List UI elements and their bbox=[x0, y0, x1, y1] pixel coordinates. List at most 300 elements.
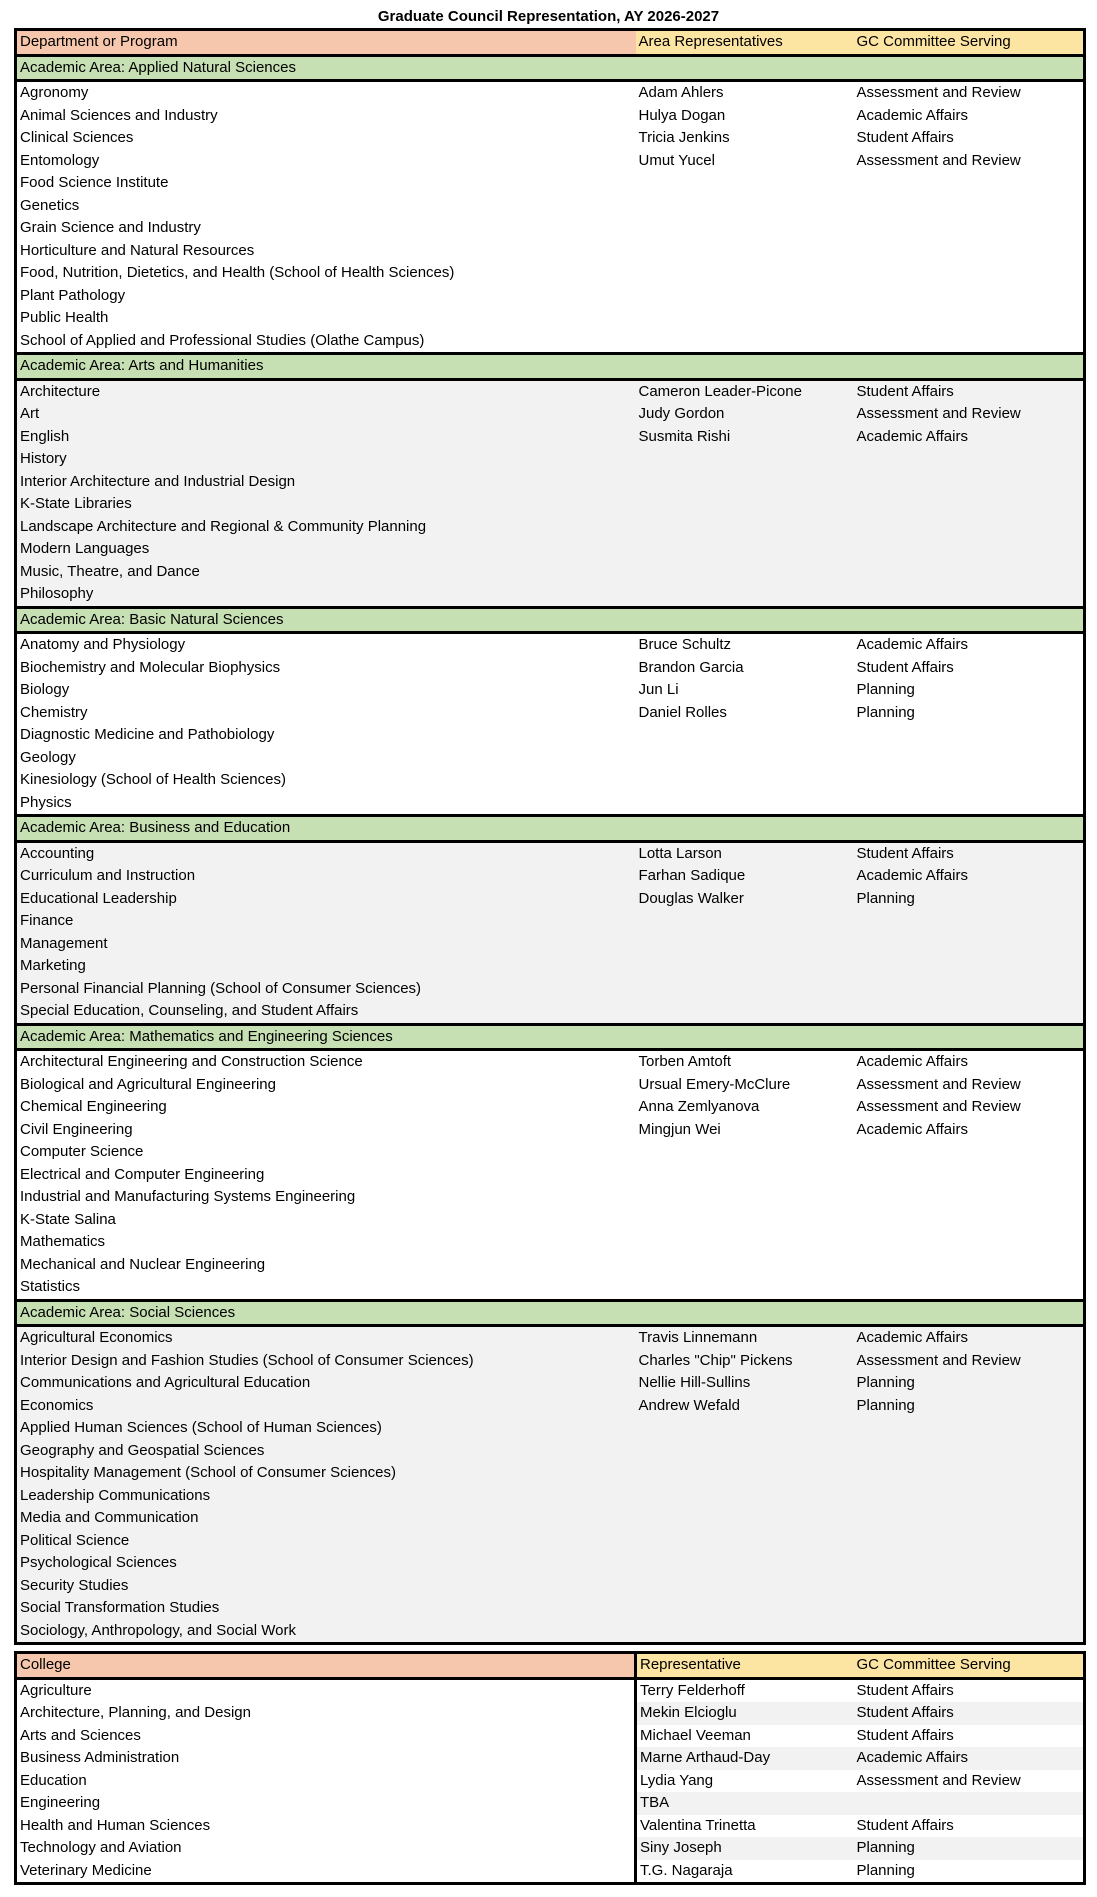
college-cell: Arts and Sciences bbox=[16, 1725, 636, 1748]
committee-cell: Assessment and Review bbox=[854, 81, 1085, 105]
representative-cell: Nellie Hill-Sullins bbox=[636, 1372, 854, 1395]
table-row bbox=[16, 1050, 1085, 1074]
committee-cell bbox=[854, 330, 1085, 354]
committee-cell: Academic Affairs bbox=[854, 1050, 1085, 1074]
representative-cell bbox=[636, 1254, 854, 1277]
representative-cell bbox=[636, 1276, 854, 1300]
committee-cell bbox=[854, 1575, 1085, 1598]
committee-cell: Student Affairs bbox=[854, 379, 1085, 403]
department-cell: Accounting bbox=[16, 841, 636, 865]
department-cell: Computer Science bbox=[16, 1141, 636, 1164]
department-cell: Electrical and Computer Engineering bbox=[16, 1164, 636, 1187]
department-cell: Marketing bbox=[16, 955, 636, 978]
department-cell: Art bbox=[16, 403, 636, 426]
committee-cell bbox=[854, 583, 1085, 607]
representative-cell bbox=[636, 955, 854, 978]
area-heading: Academic Area: Mathematics and Engineering Sciences bbox=[16, 1024, 1085, 1050]
table-row bbox=[16, 1119, 1085, 1142]
table-row bbox=[16, 1552, 1085, 1575]
representative-cell: Hulya Dogan bbox=[636, 105, 854, 128]
department-cell: Social Transformation Studies bbox=[16, 1597, 636, 1620]
table-row bbox=[16, 1678, 1085, 1702]
area-heading: Academic Area: Arts and Humanities bbox=[16, 354, 1085, 380]
department-cell: Agronomy bbox=[16, 81, 636, 105]
department-cell: Geology bbox=[16, 747, 636, 770]
representative-cell bbox=[636, 769, 854, 792]
committee-cell: Assessment and Review bbox=[854, 1074, 1085, 1097]
representative-cell bbox=[636, 1141, 854, 1164]
table-row bbox=[16, 841, 1085, 865]
committee-cell bbox=[854, 769, 1085, 792]
department-cell: Food, Nutrition, Dietetics, and Health (School of Health Sciences) bbox=[16, 262, 636, 285]
committee-cell: Student Affairs bbox=[854, 1725, 1085, 1748]
table-row bbox=[16, 933, 1085, 956]
committee-cell: Assessment and Review bbox=[854, 403, 1085, 426]
representative-cell bbox=[636, 172, 854, 195]
table-row bbox=[16, 1575, 1085, 1598]
department-cell: Biological and Agricultural Engineering bbox=[16, 1074, 636, 1097]
committee-cell bbox=[854, 1597, 1085, 1620]
table-row bbox=[16, 1702, 1085, 1725]
committee-cell bbox=[854, 1620, 1085, 1644]
representative-cell bbox=[636, 583, 854, 607]
area-heading: Academic Area: Business and Education bbox=[16, 816, 1085, 842]
department-cell: Agricultural Economics bbox=[16, 1326, 636, 1350]
table-row bbox=[16, 583, 1085, 607]
department-cell: Chemical Engineering bbox=[16, 1096, 636, 1119]
department-cell: Communications and Agricultural Education bbox=[16, 1372, 636, 1395]
area-heading-row bbox=[16, 1300, 1085, 1326]
table-row bbox=[16, 1395, 1085, 1418]
department-cell: Anatomy and Physiology bbox=[16, 633, 636, 657]
representative-cell bbox=[636, 471, 854, 494]
table-row bbox=[16, 1096, 1085, 1119]
table-row bbox=[16, 561, 1085, 584]
representative-cell: Terry Felderhoff bbox=[636, 1678, 854, 1702]
department-cell: Kinesiology (School of Health Sciences) bbox=[16, 769, 636, 792]
committee-cell: Planning bbox=[854, 679, 1085, 702]
committee-cell bbox=[854, 538, 1085, 561]
table-row bbox=[16, 747, 1085, 770]
table-row bbox=[16, 1209, 1085, 1232]
committee-cell bbox=[854, 792, 1085, 816]
department-cell: Entomology bbox=[16, 150, 636, 173]
committee-cell bbox=[854, 285, 1085, 308]
representative-cell: T.G. Nagaraja bbox=[636, 1860, 854, 1884]
table-row bbox=[16, 1074, 1085, 1097]
table-row bbox=[16, 330, 1085, 354]
representative-cell bbox=[636, 561, 854, 584]
table-row bbox=[16, 978, 1085, 1001]
representative-cell: Daniel Rolles bbox=[636, 702, 854, 725]
committee-cell: Planning bbox=[854, 1837, 1085, 1860]
representative-cell: Cameron Leader-Picone bbox=[636, 379, 854, 403]
committee-cell: Academic Affairs bbox=[854, 1747, 1085, 1770]
representative-cell: Brandon Garcia bbox=[636, 657, 854, 680]
table-row bbox=[16, 1747, 1085, 1770]
committee-cell bbox=[854, 240, 1085, 263]
representative-cell: Michael Veeman bbox=[636, 1725, 854, 1748]
committee-cell: Planning bbox=[854, 1860, 1085, 1884]
area-heading: Academic Area: Social Sciences bbox=[16, 1300, 1085, 1326]
representative-cell: Charles "Chip" Pickens bbox=[636, 1350, 854, 1373]
header-committee: GC Committee Serving bbox=[854, 30, 1085, 56]
department-cell: Philosophy bbox=[16, 583, 636, 607]
header-college: College bbox=[16, 1653, 636, 1679]
table-row bbox=[16, 679, 1085, 702]
representative-cell bbox=[636, 792, 854, 816]
table-row bbox=[16, 792, 1085, 816]
representative-cell bbox=[636, 1462, 854, 1485]
college-cell: Health and Human Sciences bbox=[16, 1815, 636, 1838]
representative-cell: Torben Amtoft bbox=[636, 1050, 854, 1074]
table-row bbox=[16, 769, 1085, 792]
representative-cell: Bruce Schultz bbox=[636, 633, 854, 657]
representative-cell bbox=[636, 1485, 854, 1508]
committee-cell: Academic Affairs bbox=[854, 865, 1085, 888]
table-row bbox=[16, 1440, 1085, 1463]
committee-cell: Student Affairs bbox=[854, 1678, 1085, 1702]
committee-cell bbox=[854, 910, 1085, 933]
committee-cell: Assessment and Review bbox=[854, 1096, 1085, 1119]
college-cell: Technology and Aviation bbox=[16, 1837, 636, 1860]
table-row bbox=[16, 1815, 1085, 1838]
representative-cell: Susmita Rishi bbox=[636, 426, 854, 449]
header-row bbox=[16, 30, 1085, 56]
representative-cell: Valentina Trinetta bbox=[636, 1815, 854, 1838]
department-cell: Finance bbox=[16, 910, 636, 933]
table-row bbox=[16, 1417, 1085, 1440]
table-row bbox=[16, 1350, 1085, 1373]
table-row bbox=[16, 307, 1085, 330]
department-cell: Plant Pathology bbox=[16, 285, 636, 308]
area-heading-row bbox=[16, 55, 1085, 81]
committee-cell bbox=[854, 724, 1085, 747]
representative-cell bbox=[636, 910, 854, 933]
table-row bbox=[16, 81, 1085, 105]
committee-cell: Student Affairs bbox=[854, 127, 1085, 150]
table-row bbox=[16, 172, 1085, 195]
academic-area-section bbox=[16, 55, 1085, 354]
table-row bbox=[16, 538, 1085, 561]
department-cell: English bbox=[16, 426, 636, 449]
college-cell: Education bbox=[16, 1770, 636, 1793]
table-row bbox=[16, 426, 1085, 449]
committee-cell bbox=[854, 493, 1085, 516]
representative-cell: Farhan Sadique bbox=[636, 865, 854, 888]
committee-cell bbox=[854, 1141, 1085, 1164]
table-row bbox=[16, 240, 1085, 263]
table-row bbox=[16, 127, 1085, 150]
academic-area-section bbox=[16, 607, 1085, 816]
college-representation-table bbox=[14, 1651, 1086, 1885]
department-cell: Special Education, Counseling, and Student Affairs bbox=[16, 1000, 636, 1024]
representative-cell: Tricia Jenkins bbox=[636, 127, 854, 150]
representative-cell: Siny Joseph bbox=[636, 1837, 854, 1860]
committee-cell bbox=[854, 1552, 1085, 1575]
department-cell: Industrial and Manufacturing Systems Engineering bbox=[16, 1186, 636, 1209]
area-heading: Academic Area: Basic Natural Sciences bbox=[16, 607, 1085, 633]
representative-cell: Mekin Elcioglu bbox=[636, 1702, 854, 1725]
department-cell: Management bbox=[16, 933, 636, 956]
committee-cell bbox=[854, 516, 1085, 539]
committee-cell bbox=[854, 1231, 1085, 1254]
college-cell: Architecture, Planning, and Design bbox=[16, 1702, 636, 1725]
college-header-row bbox=[16, 1653, 1085, 1679]
table-row bbox=[16, 262, 1085, 285]
department-cell: Public Health bbox=[16, 307, 636, 330]
department-cell: Applied Human Sciences (School of Human Sciences) bbox=[16, 1417, 636, 1440]
table-row bbox=[16, 724, 1085, 747]
department-cell: Statistics bbox=[16, 1276, 636, 1300]
area-heading-row bbox=[16, 816, 1085, 842]
department-cell: Food Science Institute bbox=[16, 172, 636, 195]
representative-cell bbox=[636, 1552, 854, 1575]
table-row bbox=[16, 1326, 1085, 1350]
table-row bbox=[16, 1530, 1085, 1553]
committee-cell: Student Affairs bbox=[854, 657, 1085, 680]
table-row bbox=[16, 1462, 1085, 1485]
table-row bbox=[16, 1837, 1085, 1860]
table-row bbox=[16, 865, 1085, 888]
representative-cell bbox=[636, 240, 854, 263]
committee-cell: Academic Affairs bbox=[854, 105, 1085, 128]
committee-cell bbox=[854, 1507, 1085, 1530]
department-cell: Animal Sciences and Industry bbox=[16, 105, 636, 128]
representative-cell: Lotta Larson bbox=[636, 841, 854, 865]
representative-cell: TBA bbox=[636, 1792, 854, 1815]
table-row bbox=[16, 379, 1085, 403]
college-rows bbox=[16, 1678, 1085, 1884]
department-cell: Architecture bbox=[16, 379, 636, 403]
committee-cell: Academic Affairs bbox=[854, 426, 1085, 449]
table-row bbox=[16, 1485, 1085, 1508]
representative-cell bbox=[636, 1597, 854, 1620]
committee-cell bbox=[854, 561, 1085, 584]
college-cell: Veterinary Medicine bbox=[16, 1860, 636, 1884]
committee-cell bbox=[854, 1440, 1085, 1463]
representative-cell: Adam Ahlers bbox=[636, 81, 854, 105]
area-heading-row bbox=[16, 354, 1085, 380]
department-cell: Geography and Geospatial Sciences bbox=[16, 1440, 636, 1463]
academic-area-section bbox=[16, 1300, 1085, 1644]
department-cell: Personal Financial Planning (School of Consumer Sciences) bbox=[16, 978, 636, 1001]
department-cell: Interior Design and Fashion Studies (School of Consumer Sciences) bbox=[16, 1350, 636, 1373]
committee-cell bbox=[854, 448, 1085, 471]
department-cell: Political Science bbox=[16, 1530, 636, 1553]
department-cell: Diagnostic Medicine and Pathobiology bbox=[16, 724, 636, 747]
representative-cell bbox=[636, 538, 854, 561]
document-title: Graduate Council Representation, AY 2026-2027 bbox=[377, 8, 720, 25]
committee-cell bbox=[854, 955, 1085, 978]
header-college-committee: GC Committee Serving bbox=[854, 1653, 1085, 1679]
committee-cell: Planning bbox=[854, 1395, 1085, 1418]
table-row bbox=[16, 1620, 1085, 1644]
department-cell: Architectural Engineering and Construction Science bbox=[16, 1050, 636, 1074]
committee-cell bbox=[854, 1000, 1085, 1024]
table-row bbox=[16, 657, 1085, 680]
representative-cell bbox=[636, 493, 854, 516]
committee-cell: Planning bbox=[854, 888, 1085, 911]
department-representation-table bbox=[14, 28, 1086, 1645]
representative-cell bbox=[636, 195, 854, 218]
representative-cell: Mingjun Wei bbox=[636, 1119, 854, 1142]
representative-cell: Lydia Yang bbox=[636, 1770, 854, 1793]
department-cell: Mathematics bbox=[16, 1231, 636, 1254]
department-cell: Genetics bbox=[16, 195, 636, 218]
academic-area-section bbox=[16, 1024, 1085, 1300]
representative-cell: Andrew Wefald bbox=[636, 1395, 854, 1418]
representative-cell: Douglas Walker bbox=[636, 888, 854, 911]
table-row bbox=[16, 1597, 1085, 1620]
representative-cell bbox=[636, 307, 854, 330]
academic-area-section bbox=[16, 816, 1085, 1025]
representative-cell: Jun Li bbox=[636, 679, 854, 702]
representative-cell bbox=[636, 724, 854, 747]
department-cell: Physics bbox=[16, 792, 636, 816]
table-row bbox=[16, 217, 1085, 240]
header-area-representatives: Area Representatives bbox=[636, 30, 854, 56]
department-cell: Modern Languages bbox=[16, 538, 636, 561]
department-cell: Music, Theatre, and Dance bbox=[16, 561, 636, 584]
representative-cell bbox=[636, 516, 854, 539]
table-row bbox=[16, 1231, 1085, 1254]
table-row bbox=[16, 910, 1085, 933]
committee-cell bbox=[854, 262, 1085, 285]
academic-area-section bbox=[16, 354, 1085, 608]
committee-cell bbox=[854, 1462, 1085, 1485]
representative-cell bbox=[636, 1620, 854, 1644]
department-cell: Grain Science and Industry bbox=[16, 217, 636, 240]
department-cell: K-State Salina bbox=[16, 1209, 636, 1232]
representative-cell bbox=[636, 217, 854, 240]
table-row bbox=[16, 702, 1085, 725]
representative-cell bbox=[636, 1209, 854, 1232]
committee-cell bbox=[854, 471, 1085, 494]
representative-cell bbox=[636, 1440, 854, 1463]
representative-cell bbox=[636, 1575, 854, 1598]
department-cell: Curriculum and Instruction bbox=[16, 865, 636, 888]
table-row bbox=[16, 403, 1085, 426]
representative-cell bbox=[636, 933, 854, 956]
header-representative: Representative bbox=[636, 1653, 854, 1679]
table-row bbox=[16, 1860, 1085, 1884]
committee-cell: Assessment and Review bbox=[854, 150, 1085, 173]
committee-cell: Planning bbox=[854, 702, 1085, 725]
committee-cell bbox=[854, 1164, 1085, 1187]
table-row bbox=[16, 1276, 1085, 1300]
table-row bbox=[16, 633, 1085, 657]
representative-cell bbox=[636, 1164, 854, 1187]
committee-cell: Assessment and Review bbox=[854, 1770, 1085, 1793]
table-row bbox=[16, 888, 1085, 911]
department-cell: Media and Communication bbox=[16, 1507, 636, 1530]
department-cell: History bbox=[16, 448, 636, 471]
committee-cell bbox=[854, 933, 1085, 956]
committee-cell: Student Affairs bbox=[854, 841, 1085, 865]
representative-cell bbox=[636, 747, 854, 770]
area-heading: Academic Area: Applied Natural Sciences bbox=[16, 55, 1085, 81]
representative-cell bbox=[636, 1186, 854, 1209]
department-cell: K-State Libraries bbox=[16, 493, 636, 516]
committee-cell bbox=[854, 1276, 1085, 1300]
department-cell: Clinical Sciences bbox=[16, 127, 636, 150]
representative-cell: Marne Arthaud-Day bbox=[636, 1747, 854, 1770]
table-row bbox=[16, 195, 1085, 218]
committee-cell: Assessment and Review bbox=[854, 1350, 1085, 1373]
committee-cell bbox=[854, 747, 1085, 770]
committee-cell bbox=[854, 307, 1085, 330]
college-cell: Agriculture bbox=[16, 1678, 636, 1702]
representative-cell: Ursual Emery-McClure bbox=[636, 1074, 854, 1097]
table-row bbox=[16, 493, 1085, 516]
committee-cell bbox=[854, 1792, 1085, 1815]
department-cell: Economics bbox=[16, 1395, 636, 1418]
table-row bbox=[16, 285, 1085, 308]
representative-cell bbox=[636, 978, 854, 1001]
representative-cell bbox=[636, 330, 854, 354]
area-heading-row bbox=[16, 607, 1085, 633]
department-cell: Hospitality Management (School of Consumer Sciences) bbox=[16, 1462, 636, 1485]
committee-cell bbox=[854, 217, 1085, 240]
department-cell: Interior Architecture and Industrial Design bbox=[16, 471, 636, 494]
committee-cell: Planning bbox=[854, 1372, 1085, 1395]
committee-cell: Student Affairs bbox=[854, 1702, 1085, 1725]
table-row bbox=[16, 1725, 1085, 1748]
department-cell: Mechanical and Nuclear Engineering bbox=[16, 1254, 636, 1277]
table-row bbox=[16, 448, 1085, 471]
department-cell: Biology bbox=[16, 679, 636, 702]
representative-cell bbox=[636, 1417, 854, 1440]
representative-cell bbox=[636, 1231, 854, 1254]
table-row bbox=[16, 516, 1085, 539]
college-cell: Business Administration bbox=[16, 1747, 636, 1770]
committee-cell bbox=[854, 1209, 1085, 1232]
committee-cell: Academic Affairs bbox=[854, 1119, 1085, 1142]
department-cell: Sociology, Anthropology, and Social Work bbox=[16, 1620, 636, 1644]
representative-cell bbox=[636, 1000, 854, 1024]
committee-cell bbox=[854, 172, 1085, 195]
representative-cell bbox=[636, 1530, 854, 1553]
college-cell: Engineering bbox=[16, 1792, 636, 1815]
table-row bbox=[16, 1000, 1085, 1024]
table-row bbox=[16, 1372, 1085, 1395]
representative-cell bbox=[636, 1507, 854, 1530]
committee-cell: Academic Affairs bbox=[854, 633, 1085, 657]
department-cell: Landscape Architecture and Regional & Community Planning bbox=[16, 516, 636, 539]
committee-cell bbox=[854, 1485, 1085, 1508]
department-cell: Security Studies bbox=[16, 1575, 636, 1598]
department-cell: Chemistry bbox=[16, 702, 636, 725]
table-row bbox=[16, 1507, 1085, 1530]
committee-cell bbox=[854, 1530, 1085, 1553]
committee-cell bbox=[854, 195, 1085, 218]
representative-cell: Anna Zemlyanova bbox=[636, 1096, 854, 1119]
table-row bbox=[16, 150, 1085, 173]
table-row bbox=[16, 1792, 1085, 1815]
department-cell: Horticulture and Natural Resources bbox=[16, 240, 636, 263]
header-department: Department or Program bbox=[16, 30, 636, 56]
table-row bbox=[16, 1770, 1085, 1793]
representative-cell: Travis Linnemann bbox=[636, 1326, 854, 1350]
committee-cell bbox=[854, 1254, 1085, 1277]
committee-cell bbox=[854, 978, 1085, 1001]
department-cell: Educational Leadership bbox=[16, 888, 636, 911]
department-cell: Biochemistry and Molecular Biophysics bbox=[16, 657, 636, 680]
representative-cell bbox=[636, 448, 854, 471]
department-cell: Psychological Sciences bbox=[16, 1552, 636, 1575]
table-row bbox=[16, 105, 1085, 128]
